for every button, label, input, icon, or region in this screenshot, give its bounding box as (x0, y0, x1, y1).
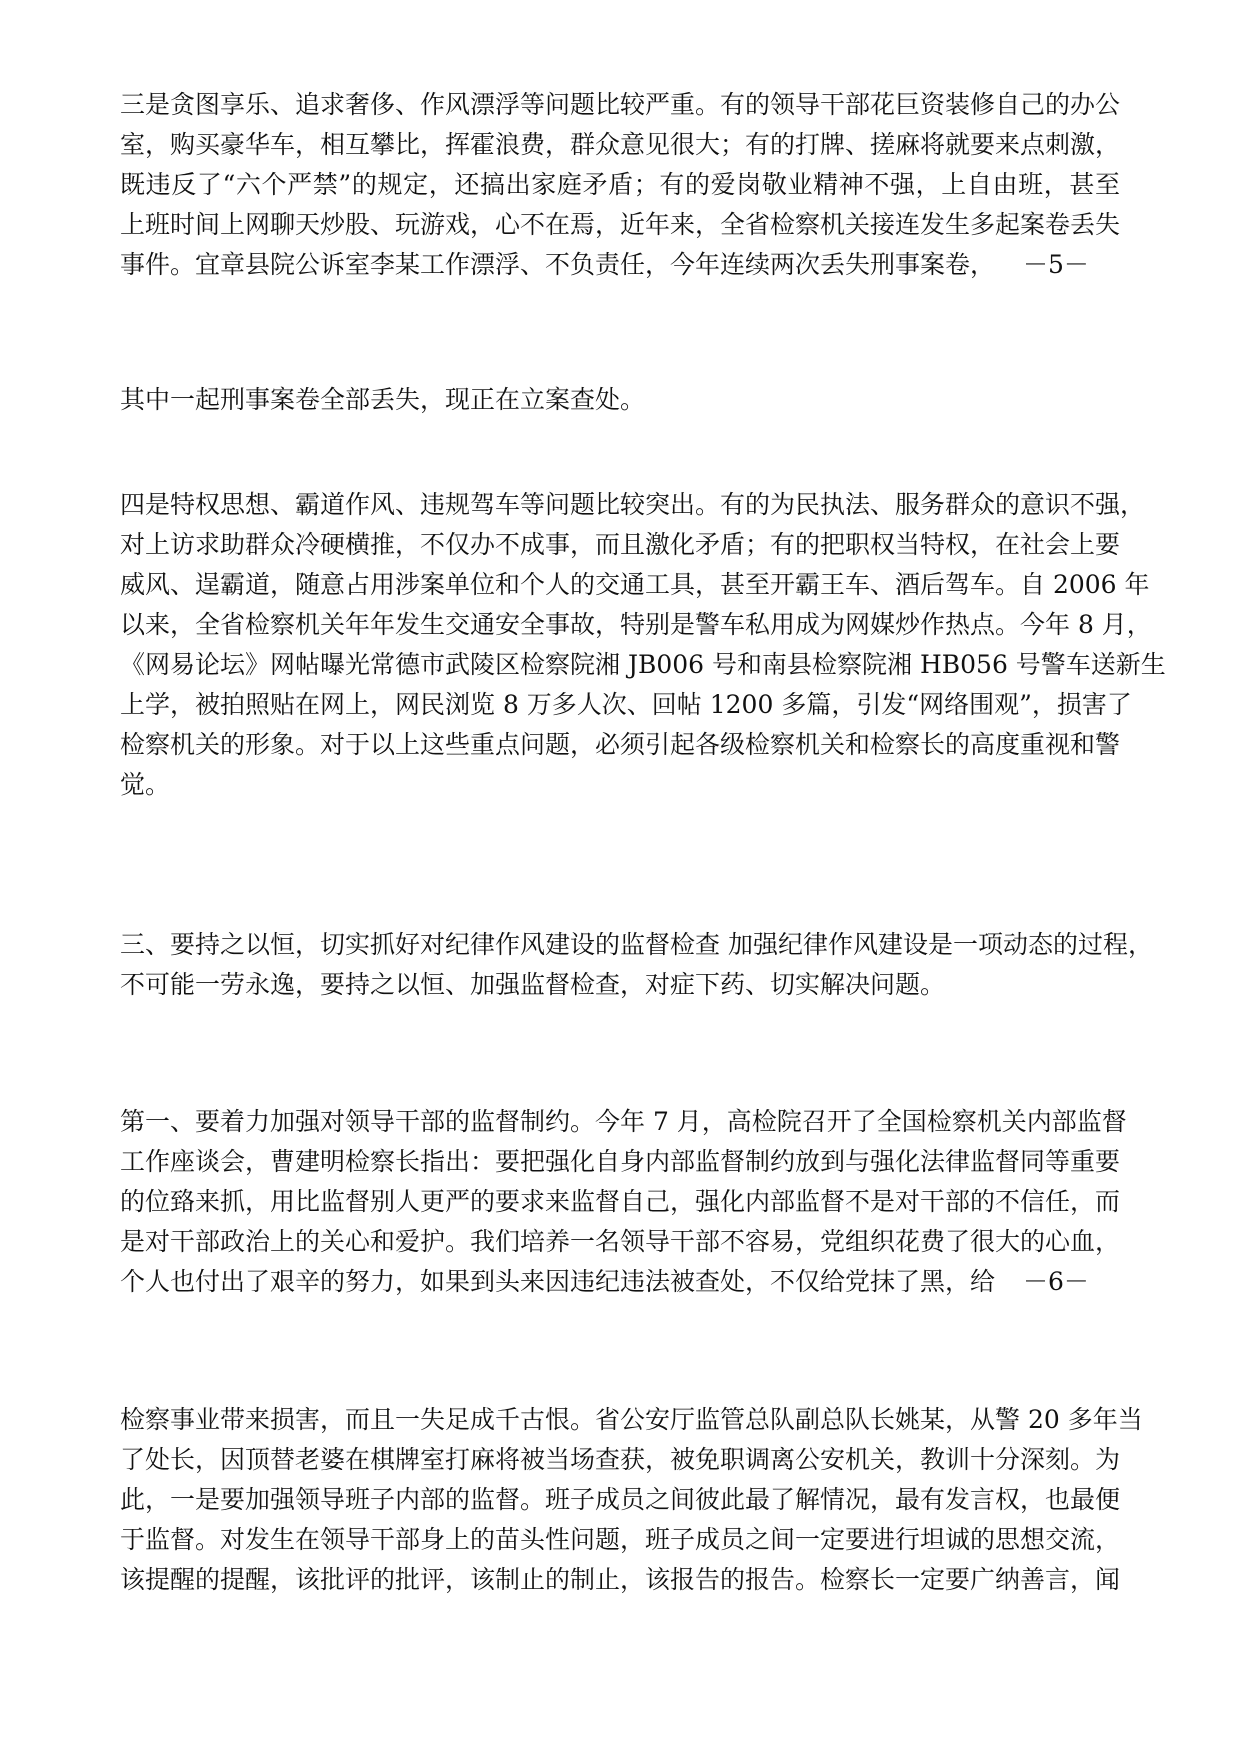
paragraph-line: 该提醒的提醒，该批评的批评，该制止的制止，该报告的报告。检察长一定要广纳善言，闻 (120, 1565, 1121, 1594)
paragraph-line-text: 事件。宜章县院公诉室李某工作漂浮、不负责任，今年连续两次丢失刑事案卷， (120, 250, 996, 279)
paragraph-line (120, 245, 1120, 285)
paragraph-line: 了处长，因顶替老婆在棋牌室打麻将被当场查获，被免职调离公安机关，教训十分深刻。为 (120, 1445, 1121, 1474)
page-number-marker: －6－ (1022, 1267, 1089, 1296)
paragraph-line: 是对干部政治上的关心和爱护。我们培养一名领导干部不容易，党组织花费了很大的心血， (120, 1227, 1121, 1256)
paragraph-line: 上班时间上网聊天炒股、玩游戏，心不在焉，近年来，全省检察机关接连发生多起案卷丢失 (120, 210, 1121, 239)
paragraph-line: 检察机关的形象。对于以上这些重点问题，必须引起各级检察机关和检察长的高度重视和警 (120, 730, 1121, 759)
paragraph-line: 室，购买豪华车，相互攀比，挥霍浪费，群众意见很大；有的打牌、搓麻将就要来点刺激， (120, 130, 1121, 159)
paragraph-2 (120, 380, 1120, 420)
paragraph-line: 四是特权思想、霸道作风、违规驾车等问题比较突出。有的为民执法、服务群众的意识不强， (120, 490, 1146, 519)
paragraph-line (120, 1262, 1120, 1302)
paragraph-4 (120, 925, 1153, 1005)
paragraph-line: 此，一是要加强领导班子内部的监督。班子成员之间彼此最了解情况，最有发言权，也最便 (120, 1485, 1121, 1514)
paragraph-line: 的位臵来抓，用比监督别人更严的要求来监督自己，强化内部监督不是对干部的不信任，而 (120, 1187, 1121, 1216)
paragraph-line: 觉。 (120, 770, 171, 799)
paragraph-line: 不可能一劳永逸，要持之以恒、加强监督检查，对症下药、切实解决问题。 (120, 970, 946, 999)
paragraph-3 (120, 485, 1166, 805)
paragraph-line-text: 个人也付出了艰辛的努力，如果到头来因违纪违法被查处，不仅给党抹了黑，给 (120, 1267, 996, 1296)
paragraph-line: 以来，全省检察机关年年发生交通安全事故，特别是警车私用成为网媒炒作热点。今年 8 月， (120, 610, 1152, 639)
paragraph-line: 其中一起刑事案卷全部丢失，现正在立案查处。 (120, 385, 646, 414)
page-number-marker: －5－ (1022, 250, 1089, 279)
paragraph-line: 《网易论坛》网帖曝光常德市武陵区检察院湘 JB006 号和南县检察院湘 HB056 号警车送新生 (120, 650, 1166, 679)
paragraph-line: 威风、逞霸道，随意占用涉案单位和个人的交通工具，甚至开霸王车、酒后驾车。自 2006 年 (120, 570, 1150, 599)
paragraph-6 (120, 1400, 1143, 1600)
paragraph-line: 三是贪图享乐、追求奢侈、作风漂浮等问题比较严重。有的领导干部花巨资装修自己的办公 (120, 90, 1121, 119)
paragraph-line: 对上访求助群众冷硬横推，不仅办不成事，而且激化矛盾；有的把职权当特权，在社会上要 (120, 530, 1121, 559)
paragraph-line: 工作座谈会，曹建明检察长指出：要把强化自身内部监督制约放到与强化法律监督同等重要 (120, 1147, 1121, 1176)
paragraph-line: 检察事业带来损害，而且一失足成千古恨。省公安厅监管总队副总队长姚某，从警 20 多年当 (120, 1405, 1143, 1434)
paragraph-line: 于监督。对发生在领导干部身上的苗头性问题，班子成员之间一定要进行坦诚的思想交流， (120, 1525, 1121, 1554)
paragraph-line: 上学，被拍照贴在网上，网民浏览 8 万多人次、回帖 1200 多篇，引发“网络围观”，损害了 (120, 690, 1132, 719)
paragraph-line: 第一、要着力加强对领导干部的监督制约。今年 7 月，高检院召开了全国检察机关内部监督 (120, 1107, 1127, 1136)
paragraph-line: 三、要持之以恒，切实抓好对纪律作风建设的监督检查 加强纪律作风建设是一项动态的过程， (120, 930, 1153, 959)
paragraph-1 (120, 85, 1120, 285)
paragraph-line: 既违反了“六个严禁”的规定，还搞出家庭矛盾；有的爱岗敬业精神不强，上自由班，甚至 (120, 170, 1120, 199)
paragraph-5 (120, 1102, 1127, 1302)
